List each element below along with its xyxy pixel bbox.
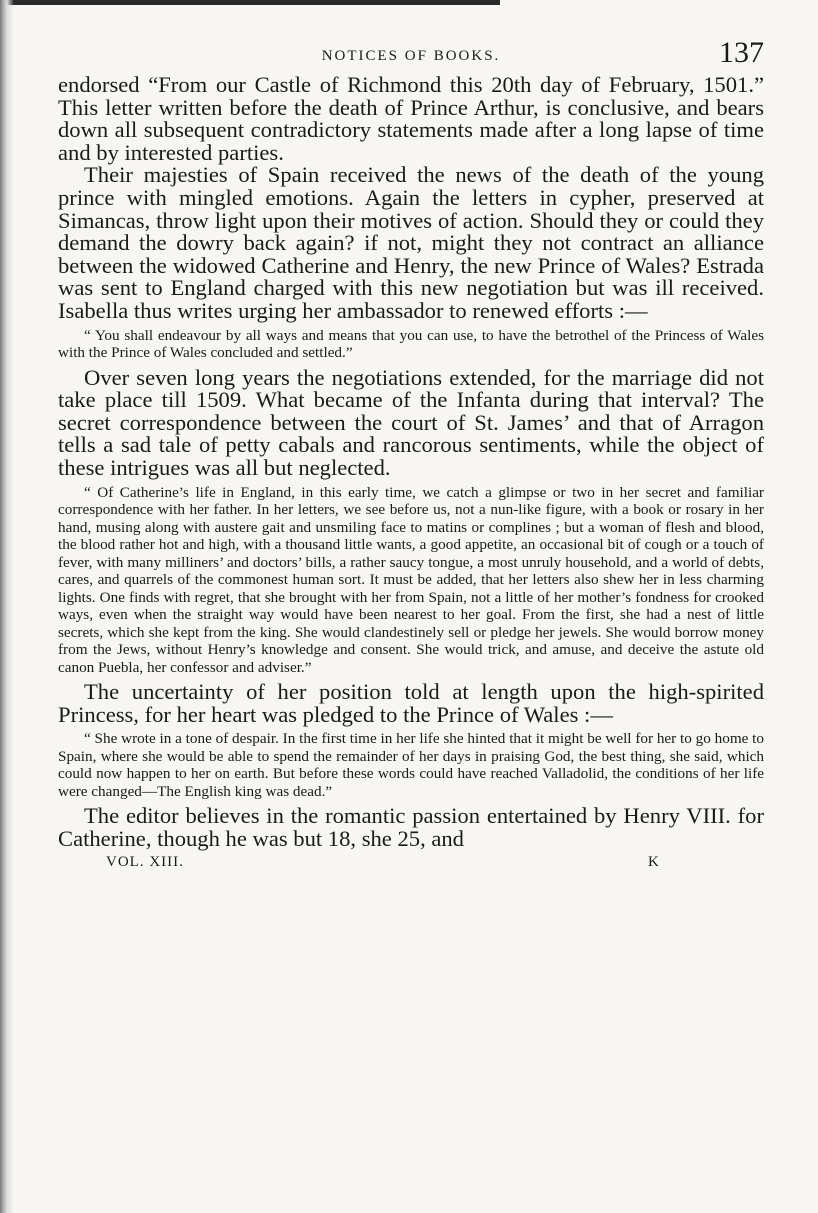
paragraph-continued: endorsed “From our Castle of Richmond this 20th day of February, 1501.” This letter written before the death of Prince Arthur, is conclusive, and bears down all subsequent contradictory statements made after a long lapse of time and by interested parties. — [58, 72, 764, 165]
paragraph: The uncertainty of her position told at length upon the high-spirited Princess, for her heart was pledged to the Prince of Wales :— — [58, 679, 764, 727]
block-quote: “ Of Catherine’s life in England, in this early time, we catch a glimpse or two in her secret and familiar correspondence with her father. In her letters, we see before us, not a nun-like figure, with a book or rosary in her hand, musing along with austere gait and unsmiling face to matins or complines ; but a woman of flesh and blood, the blood rather hot and high, with a thousand little wants, a good appetite, an occasional bit of cough or a touch of fever, with many milliners’ and doctors’ bills, a rather saucy tongue, a most unruly household, and a world of debts, cares, and quarrels of the commonest human sort. It must be added, that her letters also shew her in less charming lights. One finds with regret, that she brought with her from Spain, not a little of her mother’s fondness for crooked ways, even when the straight way would have been nearest to her goal. From the first, she had a nest of little secrets, which she kept from the king. She would clandestinely sell or pledge her jewels. She would borrow money from the Jews, without Henry’s knowledge and consent. She would trick, and amuse, and deceive the astute old canon Puebla, her confessor and adviser.” — [58, 483, 764, 676]
block-quote: “ She wrote in a tone of despair. In the first time in her life she hinted that it might be well for her to go home to Spain, where she would be able to spend the remainder of her days in praising God, the best thing, she said, which could now happen to her on earth. But before these words could have reached Valladolid, the conditions of her life were changed—The English king was dead.” — [58, 730, 764, 800]
top-rule — [0, 0, 500, 5]
paragraph: Their majesties of Spain received the news of the death of the young prince with mingled emotions. Again the letters in cypher, preserved at Simancas, throw light upon their motives of action. Should they or could they demand the dowry back again? if not, might they not contract an alliance between the widowed Catherine and Henry, the new Prince of Wales? Estrada was sent to England charged with this new negotiation but was ill received. Isabella thus writes urging her ambassador to renewed efforts :— — [58, 162, 764, 323]
signature-mark: K — [648, 854, 660, 871]
page-number: 137 — [719, 36, 764, 69]
page-footer — [58, 852, 764, 878]
page — [58, 34, 764, 878]
paragraph: The editor believes in the romantic passion entertained by Henry VIII. for Catherine, though he was but 18, she 25, and — [58, 803, 764, 851]
volume-label: VOL. XIII. — [106, 854, 184, 871]
binding-edge — [0, 0, 14, 1213]
page-header — [58, 34, 764, 74]
page-text — [58, 74, 764, 850]
running-head: NOTICES OF BOOKS. — [321, 48, 501, 64]
paragraph: Over seven long years the negotiations extended, for the marriage did not take place till 1509. What became of the Infanta during that interval? The secret correspondence between the court of St. James’ and that of Arragon tells a sad tale of petty cabals and rancorous sentiments, while the object of these intrigues was all but neglected. — [58, 364, 764, 480]
block-quote: “ You shall endeavour by all ways and means that you can use, to have the betrothel of the Princess of Wales with the Prince of Wales concluded and settled.” — [58, 326, 764, 362]
